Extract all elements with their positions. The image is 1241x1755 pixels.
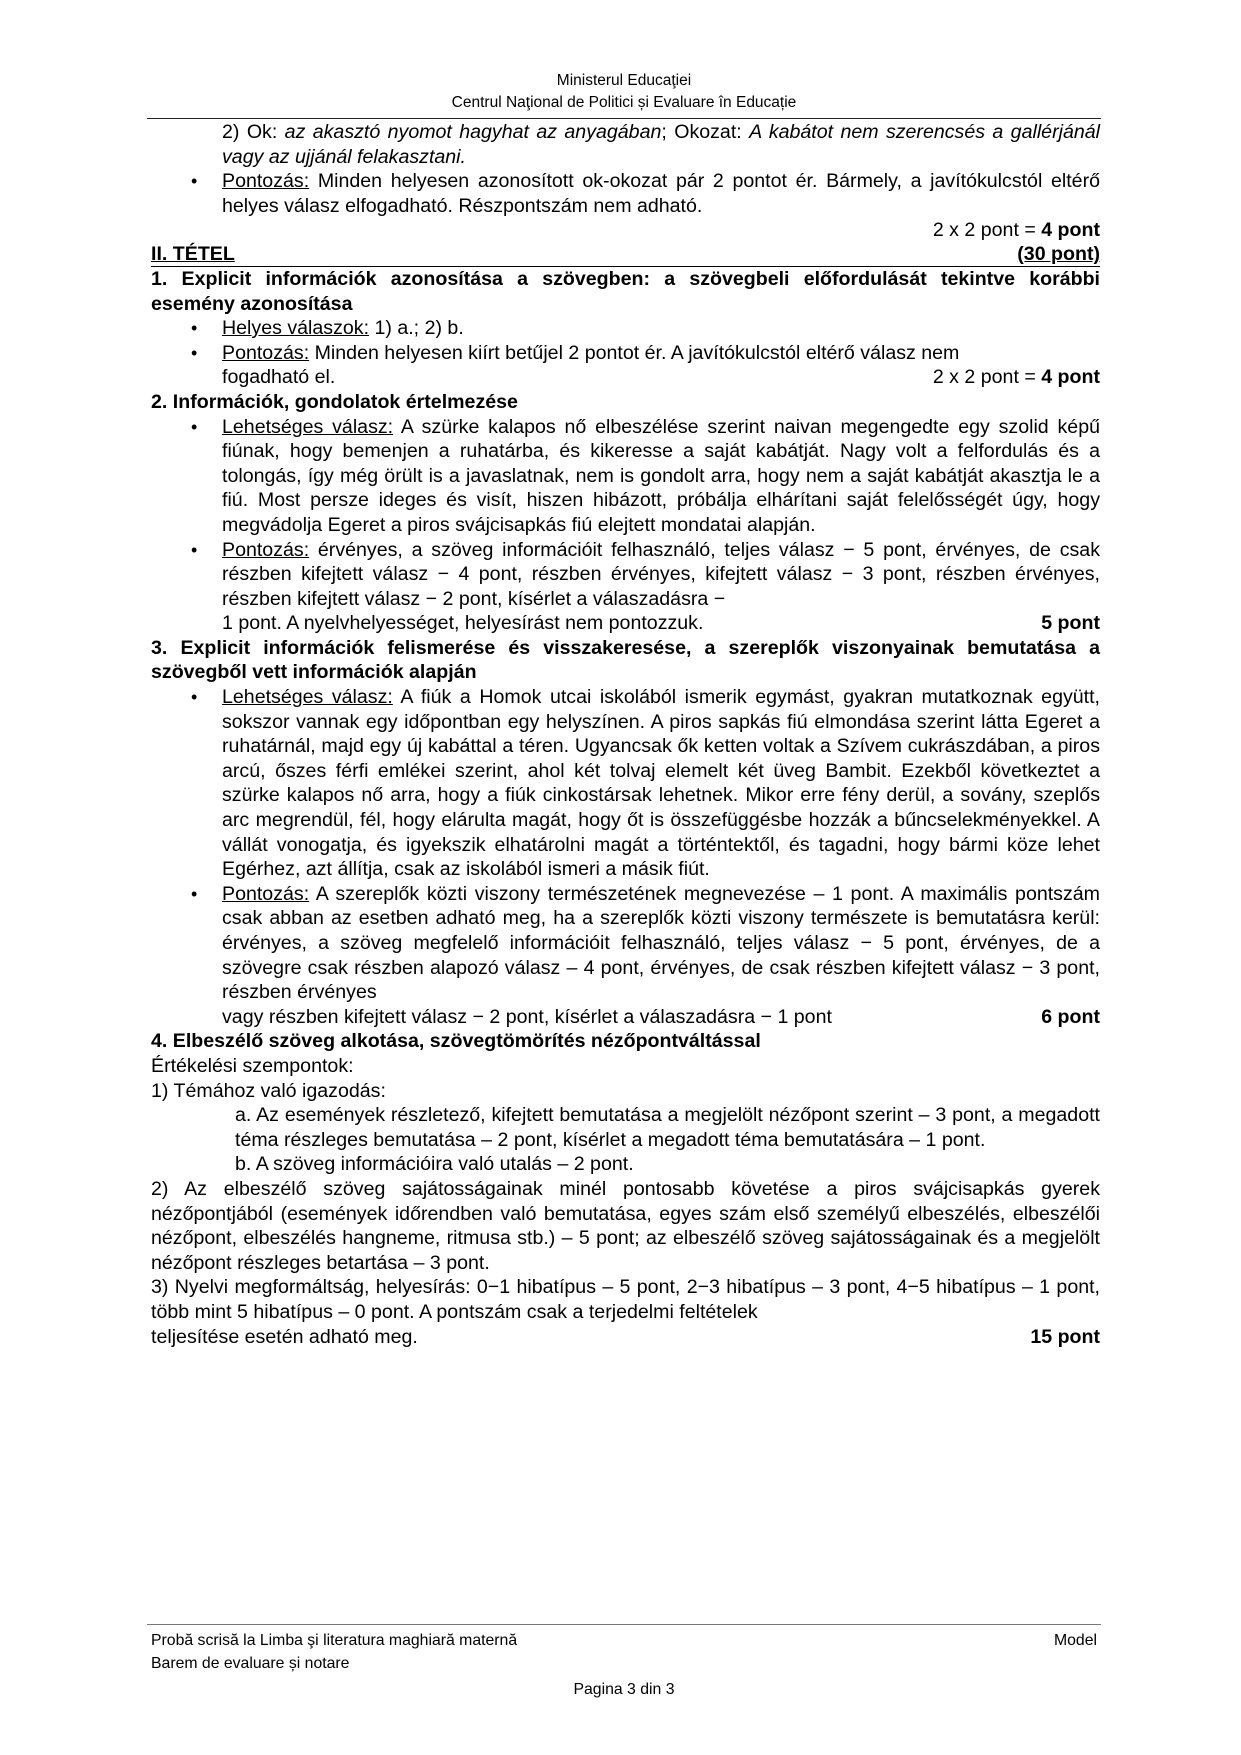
prev-total (151, 218, 1100, 243)
bullet-icon: • (191, 318, 198, 339)
bullet-icon: • (191, 171, 198, 192)
task-1-title: 1. Explicit információk azonosítása a szövegben: a szövegbeli előfordulását tekintve korábbi esemény azonosítása (151, 267, 1100, 315)
criterion-1a: a. Az események részletező, kifejtett bemutatása a megjelölt nézőpont szerint – 3 pont, a megadott téma részleges bemutatása – 2 pont, kísérlet a megadott téma bemutatására – 1 pont. (235, 1104, 1100, 1151)
footer-line-1 (147, 1629, 1101, 1652)
section-title (151, 243, 1100, 267)
bullet-icon: • (191, 687, 198, 708)
answer-label: Lehetséges válasz: (222, 415, 394, 438)
criterion-3-last-line (151, 1325, 1100, 1350)
scoring-text: Minden helyesen azonosított ok-okozat pár 2 pontot ér. Bármely, a javítókulcstól eltérő helyes válasz elfogadható. Részpontszám nem adható. (222, 170, 1100, 217)
criterion-3-last: teljesítése esetén adható meg. (151, 1325, 418, 1348)
task-1-scoring (151, 341, 1100, 390)
answer-text: A fiúk a Homok utcai iskolából ismerik egymást, gyakran mutatkoznak együtt, sokszor vannak egy időpontban egy helyszínen. A piros sapkás fiú elmondása szerint látta Egeret a ruhatárnál, majd egy új kabáttal a téren. Ugyancsak ők ketten voltak a Szívem cukrászdában, a piros arcú, őszes férfi emlékei szerint, ahol két tolvaj elemelt két üveg Bambit. Ezekből következtet a szürke kalapos nő arra, hogy a fiúk cinkostársak lehetnek. Mikor erre fény derül, a sovány, szeplős arc megrendül, fél, hogy elárulta magát, hogy őt is összefüggésbe hozzák a bűncselekményekkel. A vállát vonogatja, és igyekszik elhatárolni magát a történtektől, és tagadni, hogy bármi köze lehet Egérhez, azt állítja, csak az iskolából ismeri a másik fiút. (222, 686, 1100, 881)
footer-line-2 (147, 1652, 1101, 1675)
total-points: 6 pont (1041, 1005, 1100, 1028)
total-prefix: 2 x 2 pont = (932, 219, 1042, 242)
page-footer (147, 1624, 1101, 1701)
total-points: 15 pont (1030, 1325, 1100, 1348)
document-body (151, 120, 1100, 1349)
scoring-last-line (222, 1005, 1100, 1030)
bullet-icon: • (191, 539, 198, 560)
scoring-text: érvényes, a szöveg információit felhasználó, teljes válasz − 5 pont, érvényes, de csak részben kifejtett válasz − 4 pont, részben érvényes, kifejtett válasz − 3 pont, részben érvényes, részben kifejtett válasz − 2 pont, kísérlet a válaszadásra − (222, 538, 1100, 610)
task-3-scoring (151, 882, 1100, 1030)
criterion-1-title: 1) Témához való igazodás: (151, 1079, 386, 1102)
item-number: 2) (222, 121, 240, 143)
total-points: 5 pont (1041, 612, 1100, 635)
criteria-label: Értékelési szempontok: (151, 1054, 354, 1077)
section-points: (30 pont) (1017, 242, 1100, 265)
task-2-title: 2. Információk, gondolatok értelmezése (151, 390, 518, 413)
exam-name: Probă scrisă la Limba şi literatura maghiară maternă (151, 1632, 518, 1649)
answer-text: A szürke kalapos nő elbeszélése szerint naivan megengedte egy szolid képű fiúnak, hogy bemenjen a ruhatárba, és kikeresse a saját kabátját. Nagy volt a felfordulás és a tolongás, így még örült is a javaslatnak, nem is gondolt arra, hogy nem a saját kabátját akasztja le a fiú. Most persze ideges és visít, hiszen hibázott, próbálja elhárítani saját felelősségét úgy, hogy megvádolja Egeret a piros svájcisapkás fiú elejtett mondatai alapján. (222, 415, 1100, 536)
scoring-last: vagy részben kifejtett válasz − 2 pont, kísérlet a válaszadásra − 1 pont (222, 1005, 832, 1028)
answer-label: Lehetséges válasz: (222, 686, 393, 709)
scoring-label: Pontozás: (222, 882, 310, 905)
task-3-answer (151, 685, 1100, 882)
scoring-label: Pontozás: (222, 538, 310, 561)
scoring-text: Minden helyesen kiírt betűjel 2 pontot ér. A javítókulcstól eltérő válasz nem (314, 341, 960, 364)
scoring-last: 1 pont. A nyelvhelyességet, helyesírást nem pontozzuk. (222, 612, 704, 635)
criterion-3-text: 3) Nyelvi megformáltság, helyesírás: 0−1 hibatípus – 5 pont, 2−3 hibatípus – 3 pont, 4−5 hibatípus – 1 pont, több mint 5 hibatípus – 0 pont. A pontszám csak a terjedelmi feltételek (151, 1276, 1100, 1323)
prev-scoring (151, 169, 1100, 218)
task-2-answer (151, 415, 1100, 538)
scoring-last-line (222, 365, 1100, 390)
answers-label: Helyes válaszok: (222, 317, 370, 340)
criterion-2: 2) Az elbeszélő szöveg sajátosságainak minél pontosabb követése a piros svájcisapkás gyerek nézőpontjából (események időrendben való bemutatása, egyes szám első személyű elbeszélés, elbeszélői nézőpont, elbeszélés hangneme, ritmusa stb.) – 5 pont; az elbeszélő szöveg sajátosságainak és a megjelölt nézőpont részleges betartása – 3 pont. (151, 1177, 1100, 1274)
criterion-1b: b. A szöveg információira való utalás – 2 pont. (235, 1153, 634, 1176)
scoring-last: fogadható el. (222, 366, 336, 389)
answers-text: 1) a.; 2) b. (374, 317, 464, 340)
model-label: Model (1053, 1632, 1097, 1649)
bullet-icon: • (191, 342, 198, 363)
bullet-icon: • (191, 883, 198, 904)
barem-label: Barem de evaluare și notare (151, 1655, 350, 1672)
header-ministry: Ministerul Educaţiei (556, 72, 692, 89)
footer-rule (147, 1624, 1101, 1625)
scoring-text: A szereplők közti viszony természetének megnevezése – 1 pont. A maximális pontszám csak abban az esetben adható meg, ha a szereplők közti viszony természete is bemutatásra kerül: érvényes, a szöveg megfelelő információit felhasználó, teljes válasz − 5 pont, érvényes, de a szövegre csak részben alapozó válasz – 4 pont, érvényes, de csak részben kifejtett válasz − 3 pont, részben érvényes (222, 882, 1100, 1004)
okozat-label: Okozat: (674, 121, 742, 143)
total-points: 4 pont (1041, 366, 1100, 389)
header-center: Centrul Naţional de Politici și Evaluare în Educație (451, 94, 797, 111)
ok-text: az akasztó nyomot hagyhat az anyagában (284, 121, 662, 143)
separator: ; (661, 121, 667, 143)
header-rule (147, 118, 1101, 119)
bullet-icon: • (191, 416, 198, 437)
task-4-title: 4. Elbeszélő szöveg alkotása, szövegtömörítés nézőpontváltással (151, 1030, 761, 1053)
page-header (147, 70, 1101, 114)
scoring-last-line (222, 611, 1100, 636)
task-1-answers (151, 316, 1100, 341)
criterion-3 (151, 1275, 1100, 1349)
ok-label: Ok: (246, 121, 278, 143)
page-number: Pagina 3 din 3 (573, 1681, 675, 1698)
scoring-label: Pontozás: (222, 341, 310, 364)
task-2-scoring (151, 538, 1100, 636)
total-points: 4 pont (1041, 219, 1100, 242)
scoring-label: Pontozás: (222, 170, 310, 193)
okozat-text: A kabátot nem szerencsés a gallérjánál vagy az ujjánál felakasztani. (222, 121, 1100, 168)
prev-item-2 (151, 120, 1100, 169)
section-name: II. TÉTEL (151, 242, 235, 265)
task-3-title: 3. Explicit információk felismerése és visszakeresése, a szereplők viszonyainak bemutatása a szövegből vett információk alapján (151, 636, 1100, 684)
total-prefix: 2 x 2 pont = (932, 366, 1042, 389)
